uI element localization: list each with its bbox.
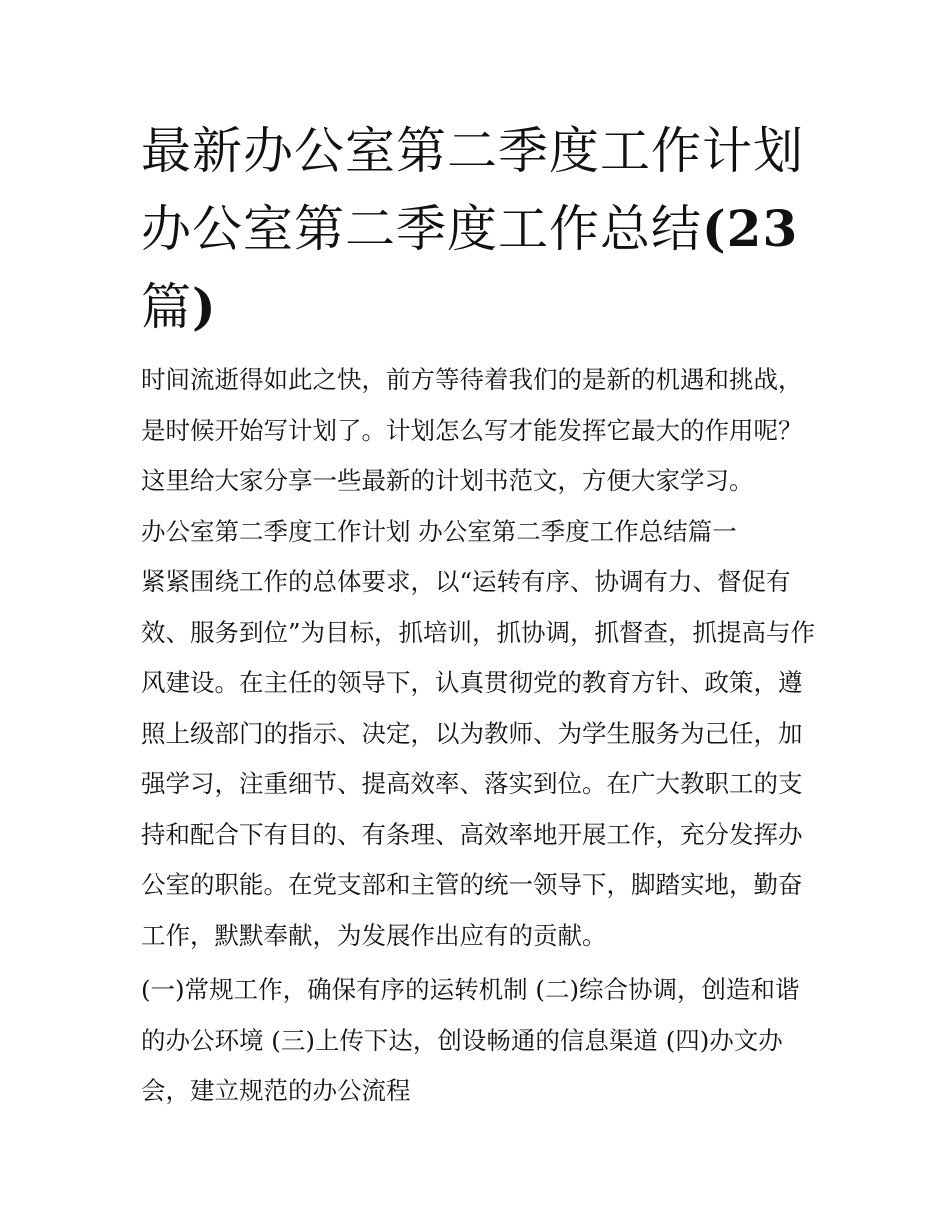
document-title: [141, 112, 821, 346]
intro-paragraph: 时间流逝得如此之快，前方等待着我们的是新的机遇和挑战，是时候开始写计划了。计划怎么写才能发挥它最大的作用呢？这里给大家分享一些最新的计划书范文，方便大家学习。: [141, 365, 803, 495]
title-line-2-count: (23: [702, 199, 799, 258]
document-body: [141, 355, 821, 1121]
work-items-paragraph: (一)常规工作，确保有序的运转机制 (二)综合协调，创造和谐的办公环境 (三)上传下达，创设畅通的信息渠道 (四)办文办会，建立规范的办公流程: [141, 975, 800, 1105]
title-line-3-paren: ): [192, 277, 217, 336]
title-line-1: 最新办公室第二季度工作计划: [141, 122, 804, 180]
body-paragraph: 紧紧围绕工作的总体要求，以“运转有序、协调有力、督促有效、服务到位”为目标，抓培训，抓协调，抓督查，抓提高与作风建设。在主任的领导下，认真贯彻党的教育方针、政策，遵照上级部门的指示、决定，以为教师、为学生服务为己任，加强学习，注重细节、提高效率、落实到位。在广大教职工的支持和配合下有目的、有条理、高效率地开展工作，充分发挥办公室的职能。在党支部和主管的统一领导下，脚踏实地，勤奋工作，默默奉献，为发展作出应有的贡献。: [141, 567, 816, 950]
title-line-3: 篇: [141, 278, 192, 336]
section-heading: 办公室第二季度工作计划 办公室第二季度工作总结篇一: [141, 516, 737, 546]
title-line-2: 办公室第二季度工作总结: [141, 200, 702, 258]
